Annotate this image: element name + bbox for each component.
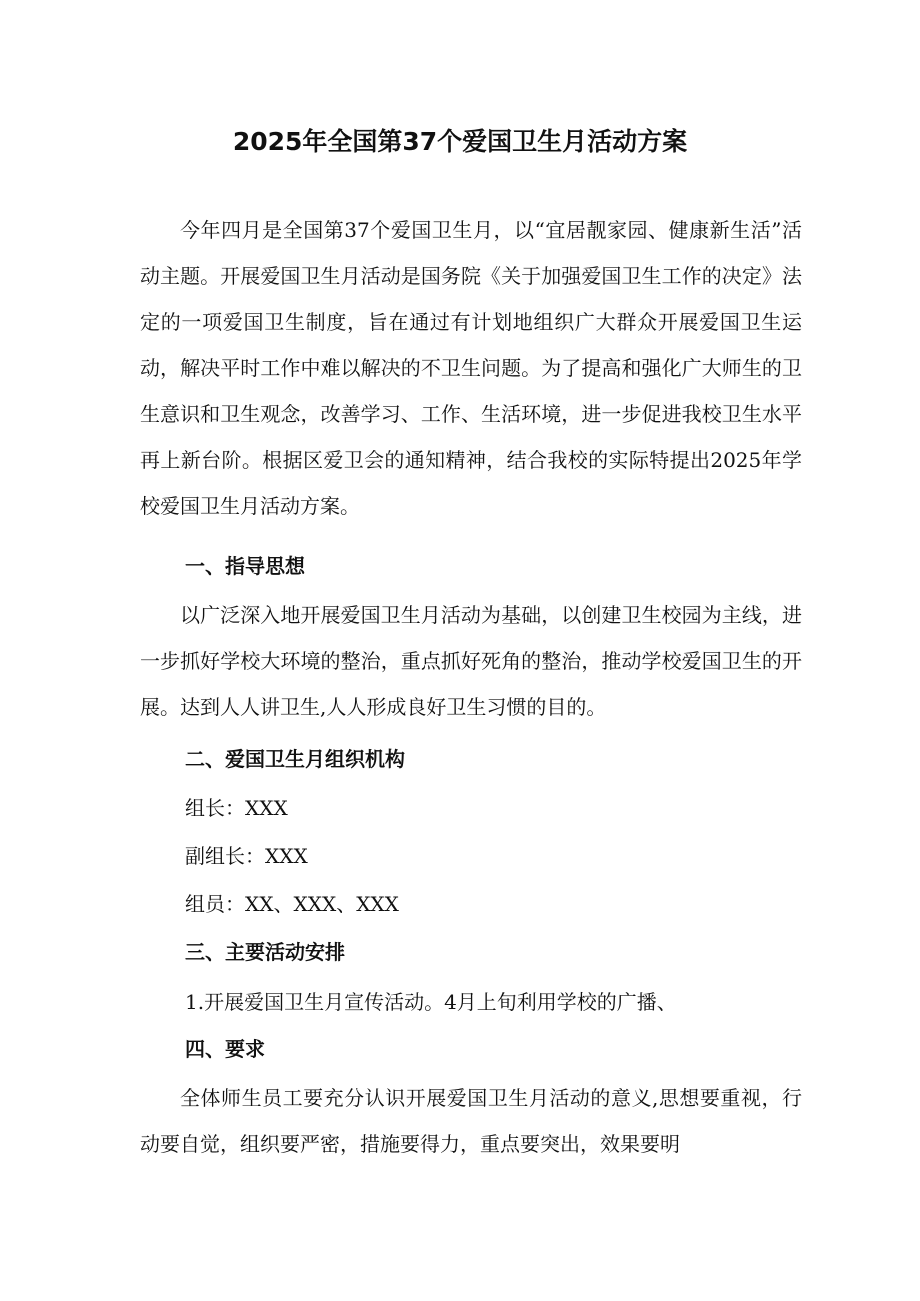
document-title: 2025年全国第37个爱国卫生月活动方案 (232, 127, 688, 156)
activity-item-1: 1.开展爱国卫生月宣传活动。4月上旬利用学校的广播、 (185, 990, 677, 1014)
section-heading-requirements: 四、要求 (185, 1037, 265, 1061)
section-heading-guiding-ideology: 一、指导思想 (185, 554, 305, 578)
section-heading-organization: 二、爱国卫生月组织机构 (185, 747, 405, 771)
requirements-paragraph: 全体师生员工要充分认识开展爱国卫生月活动的意义,思想要重视，行动要自觉，组织要严密，措施要得力，重点要突出，效果要明 (140, 1086, 802, 1156)
deputy-leader-line: 副组长：XXX (185, 844, 308, 868)
members-line: 组员：XX、XXX、XXX (185, 892, 399, 916)
guiding-ideology-paragraph: 以广泛深入地开展爱国卫生月活动为基础，以创建卫生校园为主线，进一步抓好学校大环境的整治，重点抓好死角的整治，推动学校爱国卫生的开展。达到人人讲卫生,人人形成良好卫生习惯的目的。 (140, 603, 802, 719)
group-leader-line: 组长：XXX (185, 796, 288, 820)
intro-paragraph: 今年四月是全国第37个爱国卫生月，以“宜居靓家园、健康新生活”活动主题。开展爱国卫生月活动是国务院《关于加强爱国卫生工作的决定》法定的一项爱国卫生制度，旨在通过有计划地组织广大群众开展爱国卫生运动，解决平时工作中难以解决的不卫生问题。为了提高和强化广大师生的卫生意识和卫生观念，改善学习、工作、生活环境，进一步促进我校卫生水平再上新台阶。根据区爱卫会的通知精神，结合我校的实际特提出2025年学校爱国卫生月活动方案。 (140, 218, 802, 518)
section-heading-activities: 三、主要活动安排 (185, 940, 345, 964)
